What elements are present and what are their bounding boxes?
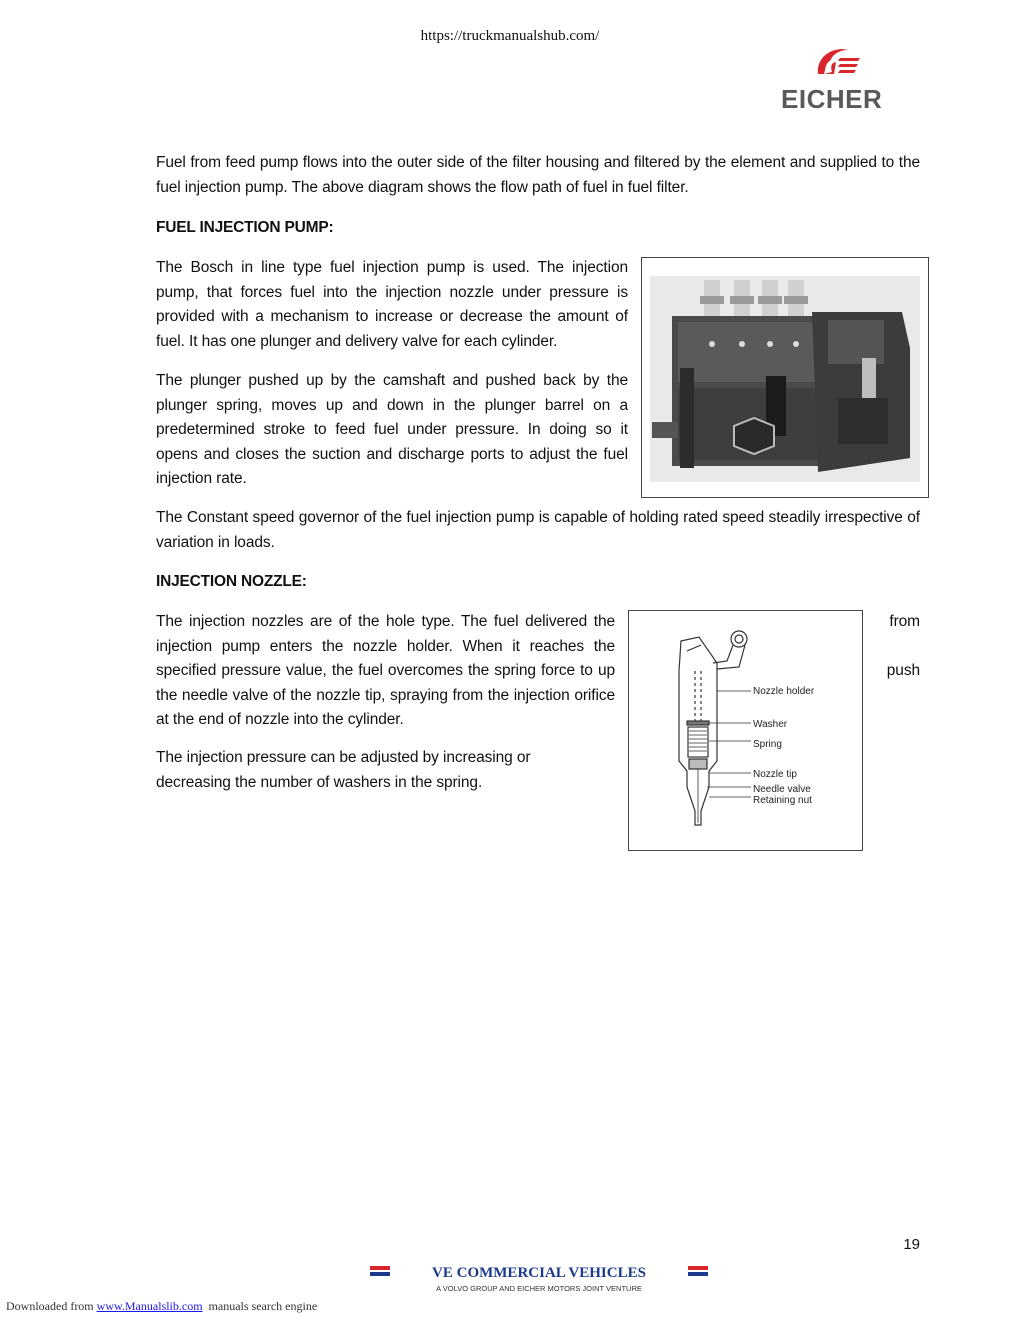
nozzle-paragraph-2-line-1: The injection pressure can be adjusted by increasing or (156, 749, 531, 766)
intro-paragraph: Fuel from feed pump flows into the outer side of the filter housing and filtered by the element and supplied to the fuel injection pump. The above diagram shows the flow path of fuel in fuel filter. (156, 154, 920, 196)
eicher-emblem (818, 49, 860, 74)
fuel-pump-paragraph-1: The Bosch in line type fuel injection pump is used. The injection pump, that forces fuel into the injection nozzle under pressure is provided with a mechanism to increase or decrease the amount of fuel. It has one plunger and delivery valve for each cylinder. (156, 259, 628, 350)
ve-tagline: A VOLVO GROUP AND EICHER MOTORS JOINT VENTURE (436, 1284, 642, 1293)
label-nozzle-tip: Nozzle tip (753, 769, 797, 780)
ve-commercial-vehicles-logo (370, 1260, 710, 1300)
source-url[interactable]: https://truckmanualshub.com/ (420, 28, 600, 44)
nozzle-paragraph-1: The injection nozzles are of the hole type. The fuel delivered the injection pump enters the nozzle holder. When it reaches the specified pressure value, the fuel overcomes the spring force to up the needle valve of the nozzle tip, spraying from the injection orifice at the end of nozzle into the cylinder. (156, 613, 615, 728)
eicher-logo-text: EICHER (781, 84, 883, 114)
page-number: 19 (903, 1236, 920, 1253)
label-needle-valve: Needle valve (753, 784, 811, 795)
nozzle-paragraph-2 (156, 746, 615, 795)
label-nozzle-holder: Nozzle holder (753, 686, 815, 697)
downloaded-from-note (6, 1299, 317, 1314)
nozzle-paragraph-2-line-2: decreasing the number of washers in the spring. (156, 773, 483, 791)
ve-flag-right (688, 1266, 708, 1276)
word-push: push (886, 662, 920, 679)
manualslib-link[interactable]: www.Manualslib.com (96, 1299, 203, 1313)
label-retaining-nut: Retaining nut (753, 795, 812, 806)
nozzle-drawing (679, 631, 747, 825)
word-from: from (889, 613, 920, 630)
ve-brand-text: VE COMMERCIAL VEHICLES (432, 1265, 646, 1281)
downloaded-prefix: Downloaded from (6, 1299, 94, 1313)
section-heading-fuel-injection-pump: FUEL INJECTION PUMP: (156, 219, 334, 236)
fuel-pump-paragraph-2: The plunger pushed up by the camshaft and pushed back by the plunger spring, moves up and down in the plunger barrel on a predetermined stroke to feed fuel under pressure. In doing so it opens and closes the suction and discharge ports to adjust the fuel injection rate. (156, 372, 628, 487)
label-washer: Washer (753, 719, 788, 730)
governor-paragraph: The Constant speed governor of the fuel injection pump is capable of holding rated speed steadily irrespective of variation in loads. (156, 509, 920, 551)
fuel-injection-pump-image (641, 257, 929, 498)
diagram-leader-lines (707, 691, 751, 797)
eicher-logo (778, 44, 900, 114)
section-heading-injection-nozzle: INJECTION NOZZLE: (156, 573, 307, 590)
label-spring: Spring (753, 739, 782, 750)
injection-nozzle-diagram (628, 610, 863, 851)
ve-flag-left (370, 1266, 390, 1276)
downloaded-suffix: manuals search engine (208, 1299, 318, 1313)
